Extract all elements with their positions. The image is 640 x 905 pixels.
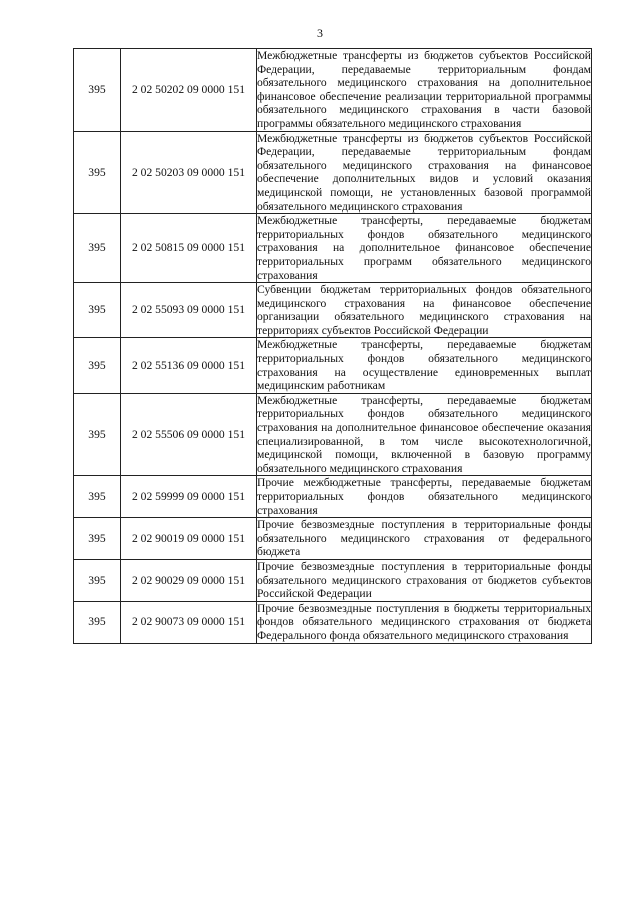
revenue-description-cell: Межбюджетные трансферты из бюджетов субъектов Российской Федерации, передаваемые территориальным фондам обязательного медицинского страхования на дополнительное финансовое обеспечение реализации территориальной программы обязательного медицинского страхования в части базовой программы обязательного медицинского страхования <box>257 49 591 130</box>
revenue-description-cell: Межбюджетные трансферты, передаваемые бюджетам территориальных фондов обязательного медицинского страхования на дополнительное финансовое обеспечение оказания специализированной, в том числе высокотехнологичной, медицинской помощи, включенной в базовую программу обязательного медицинского страхования <box>257 393 591 475</box>
table-row <box>74 214 592 283</box>
admin-code-cell: 395 <box>74 559 121 601</box>
admin-code-cell: 395 <box>74 338 121 393</box>
revenue-description-cell: Прочие безвозмездные поступления в территориальные фонды обязательного медицинского страхования от федерального бюджета <box>257 518 591 559</box>
budget-classification-code-cell: 2 02 50203 09 0000 151 <box>121 131 257 214</box>
table-body <box>74 49 592 644</box>
revenue-codes-table <box>73 48 592 644</box>
admin-code-cell: 395 <box>74 49 121 132</box>
admin-code-cell: 395 <box>74 283 121 338</box>
budget-classification-code-cell: 2 02 59999 09 0000 151 <box>121 476 257 518</box>
admin-code-cell: 395 <box>74 601 121 643</box>
revenue-description-cell: Прочие безвозмездные поступления в территориальные фонды обязательного медицинского страхования от бюджетов субъектов Российской Федерации <box>257 559 591 601</box>
table-row <box>74 518 592 560</box>
revenue-description-cell: Прочие безвозмездные поступления в бюджеты территориальных фондов обязательного медицинского страхования от бюджета Федерального фонда обязательного медицинского страхования <box>257 601 591 642</box>
table-row <box>74 338 592 393</box>
table-row <box>74 601 592 643</box>
budget-classification-code-cell: 2 02 90073 09 0000 151 <box>121 601 257 643</box>
admin-code-cell: 395 <box>74 476 121 518</box>
budget-classification-code-cell: 2 02 55136 09 0000 151 <box>121 338 257 393</box>
table-row <box>74 49 592 132</box>
page-number: 3 <box>317 26 323 40</box>
budget-classification-code-cell: 2 02 50202 09 0000 151 <box>121 49 257 132</box>
table-row <box>74 559 592 601</box>
revenue-description-cell: Межбюджетные трансферты из бюджетов субъектов Российской Федерации, передаваемые территориальным фондам обязательного медицинского страхования на финансовое обеспечение дополнительных видов и условий оказания медицинской помощи, не установленных базовой программой обязательного медицинского страхования <box>257 131 591 213</box>
revenue-description-cell: Прочие межбюджетные трансферты, передаваемые бюджетам территориальных фондов обязательного медицинского страхования <box>257 476 591 517</box>
admin-code-cell: 395 <box>74 518 121 560</box>
admin-code-cell: 395 <box>74 131 121 214</box>
revenue-description-cell: Межбюджетные трансферты, передаваемые бюджетам территориальных фондов обязательного медицинского страхования на дополнительное финансовое обеспечение территориальных программ обязательного медицинского страхования <box>257 214 591 282</box>
admin-code-cell: 395 <box>74 393 121 476</box>
table-row <box>74 476 592 518</box>
admin-code-cell: 395 <box>74 214 121 283</box>
table-row <box>74 283 592 338</box>
budget-classification-code-cell: 2 02 90029 09 0000 151 <box>121 559 257 601</box>
table-row <box>74 393 592 476</box>
budget-classification-code-cell: 2 02 55093 09 0000 151 <box>121 283 257 338</box>
revenue-description-cell: Субвенции бюджетам территориальных фондов обязательного медицинского страхования на финансовое обеспечение организации обязательного медицинского страхования на территориях субъектов Российской Федерации <box>257 283 591 337</box>
budget-classification-code-cell: 2 02 90019 09 0000 151 <box>121 518 257 560</box>
revenue-description-cell: Межбюджетные трансферты, передаваемые бюджетам территориальных фондов обязательного медицинского страхования на осуществление единовременных выплат медицинским работникам <box>257 338 591 393</box>
budget-classification-code-cell: 2 02 50815 09 0000 151 <box>121 214 257 283</box>
budget-classification-code-cell: 2 02 55506 09 0000 151 <box>121 393 257 476</box>
table-row <box>74 131 592 214</box>
